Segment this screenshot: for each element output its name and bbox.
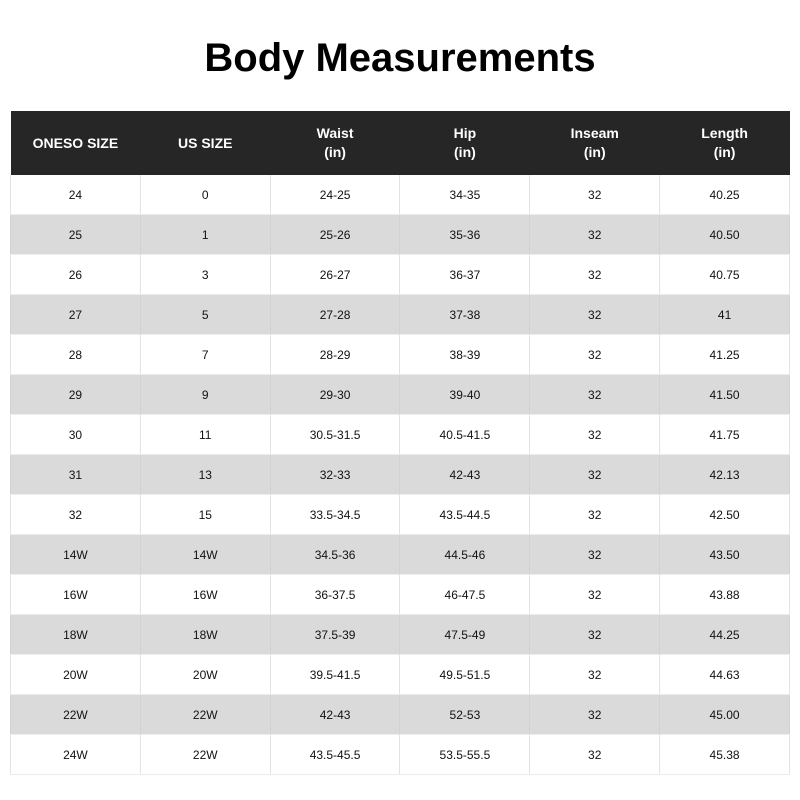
cell-length: 42.13	[660, 455, 790, 495]
cell-inseam: 32	[530, 695, 660, 735]
header-length	[660, 111, 790, 175]
cell-length: 41	[660, 295, 790, 335]
header-label: Waist	[316, 125, 354, 141]
table-row	[11, 295, 790, 335]
cell-oneso-size: 26	[11, 255, 141, 295]
cell-us-size: 9	[140, 375, 270, 415]
cell-us-size: 15	[140, 495, 270, 535]
cell-oneso-size: 24	[11, 175, 141, 215]
table-row	[11, 215, 790, 255]
cell-waist: 32-33	[270, 455, 400, 495]
cell-hip: 36-37	[400, 255, 530, 295]
cell-us-size: 22W	[140, 735, 270, 775]
header-unit: (in)	[713, 144, 736, 160]
header-waist	[270, 111, 400, 175]
table-row	[11, 695, 790, 735]
header-us-size	[140, 111, 270, 175]
cell-us-size: 22W	[140, 695, 270, 735]
cell-waist: 29-30	[270, 375, 400, 415]
table-row	[11, 455, 790, 495]
cell-hip: 49.5-51.5	[400, 655, 530, 695]
table-row	[11, 615, 790, 655]
cell-waist: 36-37.5	[270, 575, 400, 615]
cell-oneso-size: 14W	[11, 535, 141, 575]
cell-oneso-size: 32	[11, 495, 141, 535]
cell-hip: 35-36	[400, 215, 530, 255]
cell-waist: 43.5-45.5	[270, 735, 400, 775]
cell-us-size: 13	[140, 455, 270, 495]
cell-waist: 37.5-39	[270, 615, 400, 655]
cell-inseam: 32	[530, 335, 660, 375]
cell-oneso-size: 18W	[11, 615, 141, 655]
cell-waist: 34.5-36	[270, 535, 400, 575]
table-header	[11, 111, 790, 175]
header-inseam	[530, 111, 660, 175]
cell-length: 43.50	[660, 535, 790, 575]
table-row	[11, 415, 790, 455]
cell-waist: 33.5-34.5	[270, 495, 400, 535]
cell-hip: 38-39	[400, 335, 530, 375]
table-row	[11, 735, 790, 775]
cell-oneso-size: 20W	[11, 655, 141, 695]
header-label: Length	[701, 125, 748, 141]
cell-us-size: 14W	[140, 535, 270, 575]
cell-length: 40.25	[660, 175, 790, 215]
table-body	[11, 175, 790, 775]
cell-waist: 27-28	[270, 295, 400, 335]
table-row	[11, 535, 790, 575]
cell-length: 41.50	[660, 375, 790, 415]
cell-waist: 39.5-41.5	[270, 655, 400, 695]
cell-us-size: 1	[140, 215, 270, 255]
cell-hip: 53.5-55.5	[400, 735, 530, 775]
cell-length: 45.00	[660, 695, 790, 735]
cell-hip: 42-43	[400, 455, 530, 495]
cell-us-size: 7	[140, 335, 270, 375]
cell-length: 42.50	[660, 495, 790, 535]
cell-inseam: 32	[530, 415, 660, 455]
cell-inseam: 32	[530, 455, 660, 495]
cell-inseam: 32	[530, 375, 660, 415]
header-unit: (in)	[454, 144, 476, 160]
cell-inseam: 32	[530, 295, 660, 335]
cell-length: 45.38	[660, 735, 790, 775]
cell-hip: 46-47.5	[400, 575, 530, 615]
header-label: Hip	[453, 125, 477, 141]
cell-length: 43.88	[660, 575, 790, 615]
table-row	[11, 375, 790, 415]
cell-inseam: 32	[530, 655, 660, 695]
cell-length: 44.25	[660, 615, 790, 655]
cell-us-size: 11	[140, 415, 270, 455]
cell-length: 40.50	[660, 215, 790, 255]
cell-us-size: 0	[140, 175, 270, 215]
cell-waist: 28-29	[270, 335, 400, 375]
table-row	[11, 495, 790, 535]
table-row	[11, 175, 790, 215]
header-label: US SIZE	[178, 134, 233, 151]
cell-inseam: 32	[530, 175, 660, 215]
cell-inseam: 32	[530, 495, 660, 535]
cell-inseam: 32	[530, 255, 660, 295]
cell-oneso-size: 24W	[11, 735, 141, 775]
cell-hip: 47.5-49	[400, 615, 530, 655]
cell-length: 41.25	[660, 335, 790, 375]
table-row	[11, 575, 790, 615]
cell-inseam: 32	[530, 575, 660, 615]
cell-hip: 37-38	[400, 295, 530, 335]
cell-oneso-size: 31	[11, 455, 141, 495]
cell-hip: 52-53	[400, 695, 530, 735]
header-unit: (in)	[324, 144, 346, 160]
cell-oneso-size: 16W	[11, 575, 141, 615]
cell-length: 41.75	[660, 415, 790, 455]
cell-waist: 24-25	[270, 175, 400, 215]
header-oneso-size	[11, 111, 141, 175]
size-chart-table	[10, 111, 790, 775]
table-row	[11, 655, 790, 695]
table-row	[11, 255, 790, 295]
cell-oneso-size: 27	[11, 295, 141, 335]
cell-waist: 25-26	[270, 215, 400, 255]
cell-inseam: 32	[530, 615, 660, 655]
cell-inseam: 32	[530, 535, 660, 575]
header-unit: (in)	[583, 144, 606, 160]
cell-oneso-size: 29	[11, 375, 141, 415]
cell-oneso-size: 25	[11, 215, 141, 255]
cell-us-size: 20W	[140, 655, 270, 695]
cell-inseam: 32	[530, 215, 660, 255]
cell-oneso-size: 28	[11, 335, 141, 375]
cell-waist: 26-27	[270, 255, 400, 295]
cell-us-size: 5	[140, 295, 270, 335]
cell-waist: 42-43	[270, 695, 400, 735]
header-hip	[400, 111, 530, 175]
cell-length: 40.75	[660, 255, 790, 295]
header-label: Inseam	[570, 125, 619, 141]
cell-hip: 43.5-44.5	[400, 495, 530, 535]
cell-oneso-size: 30	[11, 415, 141, 455]
cell-hip: 39-40	[400, 375, 530, 415]
cell-oneso-size: 22W	[11, 695, 141, 735]
page-title: Body Measurements	[204, 36, 596, 80]
header-label: ONESO SIZE	[32, 134, 119, 151]
cell-waist: 30.5-31.5	[270, 415, 400, 455]
cell-inseam: 32	[530, 735, 660, 775]
cell-hip: 44.5-46	[400, 535, 530, 575]
table-row	[11, 335, 790, 375]
cell-hip: 34-35	[400, 175, 530, 215]
cell-hip: 40.5-41.5	[400, 415, 530, 455]
cell-us-size: 16W	[140, 575, 270, 615]
header-row	[11, 111, 790, 175]
cell-us-size: 18W	[140, 615, 270, 655]
cell-us-size: 3	[140, 255, 270, 295]
cell-length: 44.63	[660, 655, 790, 695]
